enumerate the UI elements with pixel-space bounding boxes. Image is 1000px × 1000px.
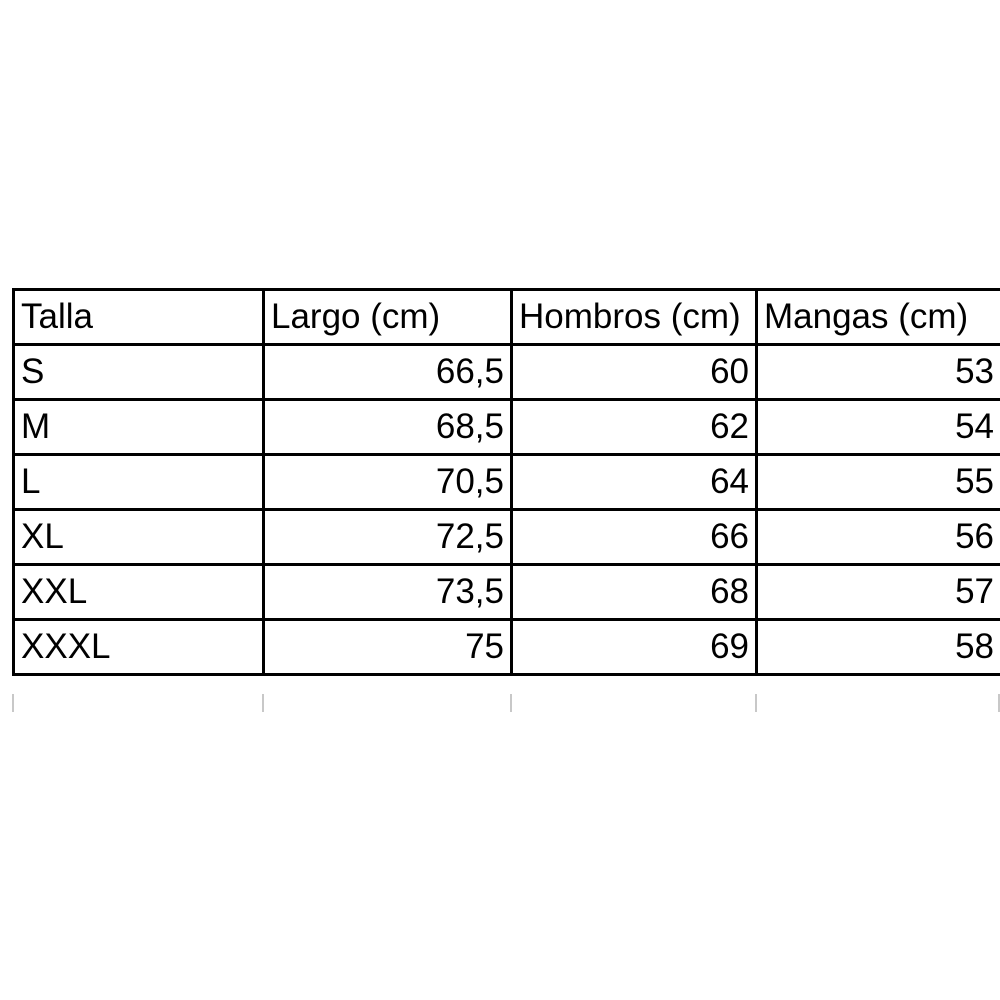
table-row	[14, 565, 1000, 620]
size-chart-table	[12, 288, 1000, 676]
cell-mangas: 54	[757, 400, 1000, 455]
cell-largo: 73,5	[264, 565, 512, 620]
cell-mangas: 53	[757, 345, 1000, 400]
cell-largo: 75	[264, 620, 512, 675]
table-header-row	[14, 290, 1000, 345]
cell-largo: 70,5	[264, 455, 512, 510]
table-row	[14, 510, 1000, 565]
table-row	[14, 345, 1000, 400]
cell-hombros: 64	[512, 455, 757, 510]
table-row	[14, 400, 1000, 455]
cell-mangas: 55	[757, 455, 1000, 510]
cell-hombros: 69	[512, 620, 757, 675]
cell-largo: 68,5	[264, 400, 512, 455]
table-row	[14, 455, 1000, 510]
cell-talla: S	[14, 345, 264, 400]
cell-hombros: 60	[512, 345, 757, 400]
table-row	[14, 620, 1000, 675]
cell-talla: XL	[14, 510, 264, 565]
column-header-largo: Largo (cm)	[264, 290, 512, 345]
cell-talla: M	[14, 400, 264, 455]
column-header-talla: Talla	[14, 290, 264, 345]
cell-hombros: 68	[512, 565, 757, 620]
column-header-hombros: Hombros (cm)	[512, 290, 757, 345]
cell-mangas: 57	[757, 565, 1000, 620]
table-trailing-gridline	[12, 694, 1000, 712]
cell-mangas: 56	[757, 510, 1000, 565]
cell-largo: 72,5	[264, 510, 512, 565]
size-chart-table-container	[12, 288, 1000, 676]
cell-talla: XXXL	[14, 620, 264, 675]
cell-talla: L	[14, 455, 264, 510]
cell-hombros: 66	[512, 510, 757, 565]
cell-mangas: 58	[757, 620, 1000, 675]
cell-largo: 66,5	[264, 345, 512, 400]
cell-talla: XXL	[14, 565, 264, 620]
cell-hombros: 62	[512, 400, 757, 455]
column-header-mangas: Mangas (cm)	[757, 290, 1000, 345]
